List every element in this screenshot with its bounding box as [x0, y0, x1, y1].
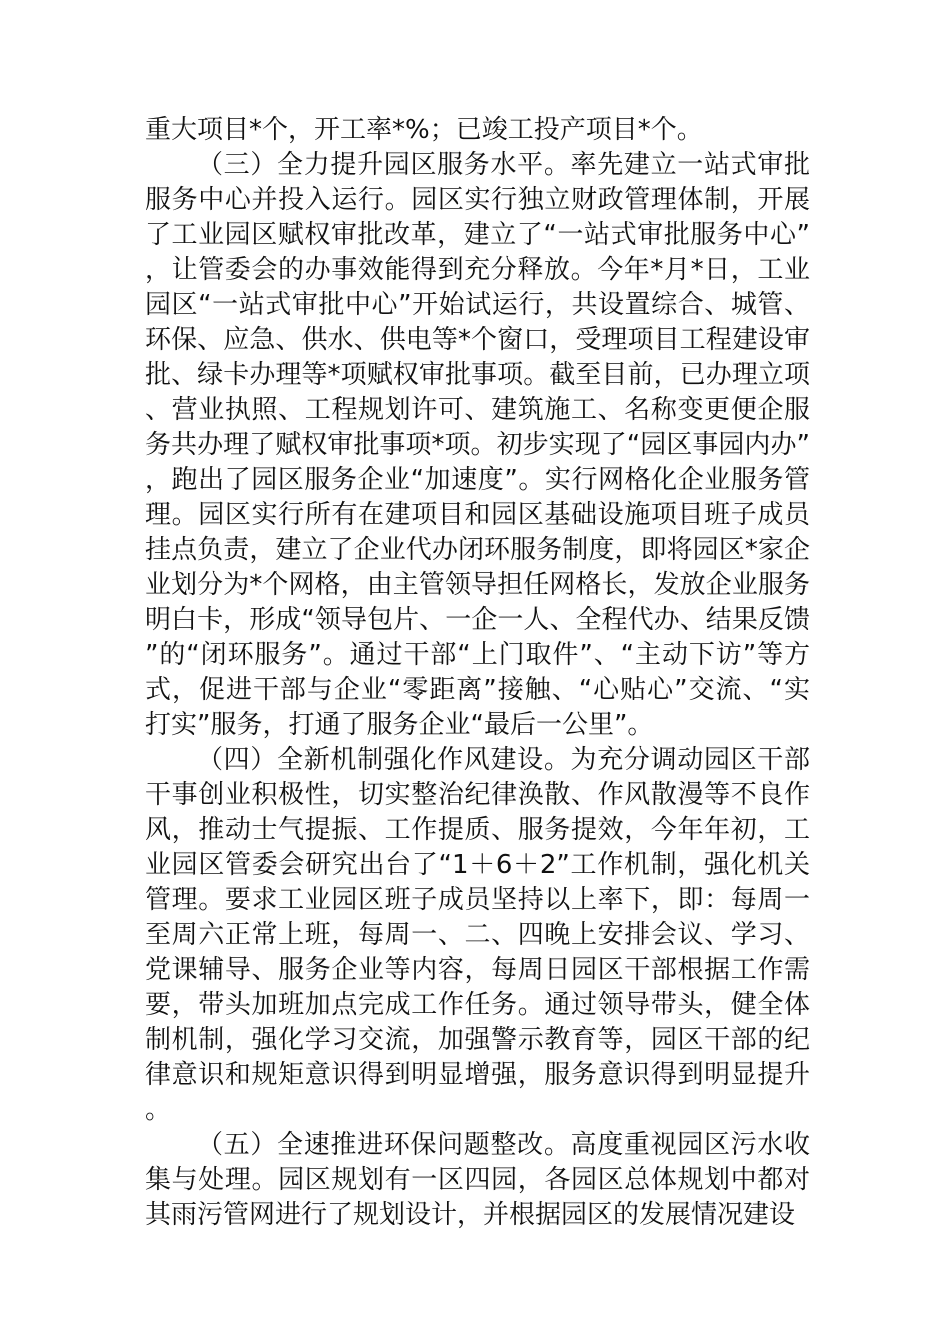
paragraph-continuation: 重大项目*个，开工率*%；已竣工投产项目*个。	[145, 115, 703, 145]
paragraph-section-three: （三）全力提升园区服务水平。率先建立一站式审批服务中心并投入运行。园区实行独立财政管理体制，开展了工业园区赋权审批改革，建立了“一站式审批服务中心”，让管委会的办事效能得到充分释放。今年*月*日，工业园区“一站式审批中心”开始试运行，共设置综合、城管、环保、应急、供水、供电等*个窗口，受理项目工程建设审批、绿卡办理等*项赋权审批事项。截至目前，已办理立项、营业执照、工程规划许可、建筑施工、名称变更便企服务共办理了赋权审批事项*项。初步实现了“园区事园内办”，跑出了园区服务企业“加速度”。实行网格化企业服务管理。园区实行所有在建项目和园区基础设施项目班子成员挂点负责，建立了企业代办闭环服务制度，即将园区*家企业划分为*个网格，由主管领导担任网格长，发放企业服务明白卡，形成“领导包片、一企一人、全程代办、结果反馈”的“闭环服务”。通过干部“上门取件”、“主动下访”等方式，促进干部与企业“零距离”接触、“心贴心”交流、“实打实”服务，打通了服务企业“最后一公里”。	[145, 150, 810, 740]
paragraph-section-four: （四）全新机制强化作风建设。为充分调动园区干部干事创业积极性，切实整治纪律涣散、作风散漫等不良作风，推动士气提振、工作提质、服务提效，今年年初，工业园区管委会研究出台了“1＋6＋2”工作机制，强化机关管理。要求工业园区班子成员坚持以上率下，即：每周一至周六正常上班，每周一、二、四晚上安排会议、学习、党课辅导、服务企业等内容，每周日园区干部根据工作需要，带头加班加点完成工作任务。通过领导带头，健全体制机制，强化学习交流，加强警示教育等，园区干部的纪律意识和规矩意识得到明显增强，服务意识得到明显提升。	[145, 745, 810, 1125]
document-body	[145, 113, 810, 1233]
paragraph-section-five: （五）全速推进环保问题整改。高度重视园区污水收集与处理。园区规划有一区四园，各园区总体规划中都对其雨污管网进行了规划设计，并根据园区的发展情况建设	[145, 1130, 810, 1230]
